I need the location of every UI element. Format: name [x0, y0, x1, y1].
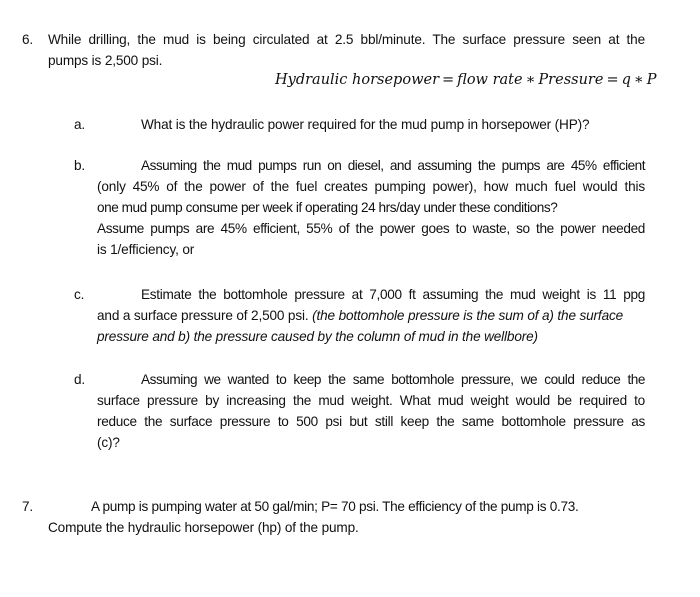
formula-lhs: Hydraulic horsepower — [275, 72, 439, 88]
multiply-sign: ∗ — [633, 72, 644, 88]
part-text-line: is 1/efficiency, or — [97, 242, 195, 257]
equals-sign: = — [606, 72, 619, 88]
multiply-sign: ∗ — [525, 72, 536, 88]
part-label: c. — [74, 287, 85, 302]
question-text-line: pumps is 2,500 psi. — [48, 53, 163, 68]
part-text-line: Assuming the mud pumps run on diesel, and assuming the pumps are 45% efficient — [141, 158, 645, 173]
part-text: and a surface pressure of 2,500 psi. — [97, 308, 309, 323]
part-text-line: one mud pump consume per week if operating 24 hrs/day under these conditions? — [97, 200, 558, 215]
part-label: d. — [74, 372, 86, 387]
part-text-line: What is the hydraulic power required for the mud pump in horsepower (HP)? — [141, 117, 590, 132]
part-text-line: (only 45% of the power of the fuel creates pumping power), how much fuel would this — [97, 179, 645, 194]
formula-flow-rate: flow rate — [457, 72, 523, 88]
hydraulic-horsepower-formula — [275, 72, 657, 88]
question-text-line: A pump is pumping water at 50 gal/min; P= 70 psi. The efficiency of the pump is 0.73. — [91, 499, 579, 514]
part-hint-text: (the bottomhole pressure is the sum of a) the surface — [312, 308, 624, 323]
formula-p: P — [646, 72, 657, 88]
part-text-line: Assume pumps are 45% efficient, 55% of the power goes to waste, so the power needed — [97, 221, 645, 236]
equals-sign: = — [442, 72, 455, 88]
question-number: 6. — [22, 32, 34, 47]
part-text-line: surface pressure by increasing the mud weight. What mud weight would be required to — [97, 393, 645, 408]
part-text-line: reduce the surface pressure to 500 psi but still keep the same bottomhole pressure as — [97, 414, 645, 429]
question-text-line: Compute the hydraulic horsepower (hp) of the pump. — [48, 520, 359, 535]
part-hint-text: pressure and b) the pressure caused by the column of mud in the wellbore) — [97, 329, 538, 344]
part-text-line: (c)? — [97, 435, 120, 450]
formula-pressure: Pressure — [538, 72, 604, 88]
part-text-line: Estimate the bottomhole pressure at 7,000 ft assuming the mud weight is 11 ppg — [141, 287, 645, 302]
part-label: b. — [74, 158, 86, 173]
formula-q: q — [621, 72, 631, 88]
question-number: 7. — [22, 499, 34, 514]
part-text-line-wrapper — [97, 308, 623, 323]
question-text-line: While drilling, the mud is being circulated at 2.5 bbl/minute. The surface pressure seen at the — [48, 32, 645, 47]
part-text-line: Assuming we wanted to keep the same bottomhole pressure, we could reduce the — [141, 372, 645, 387]
part-label: a. — [74, 117, 86, 132]
